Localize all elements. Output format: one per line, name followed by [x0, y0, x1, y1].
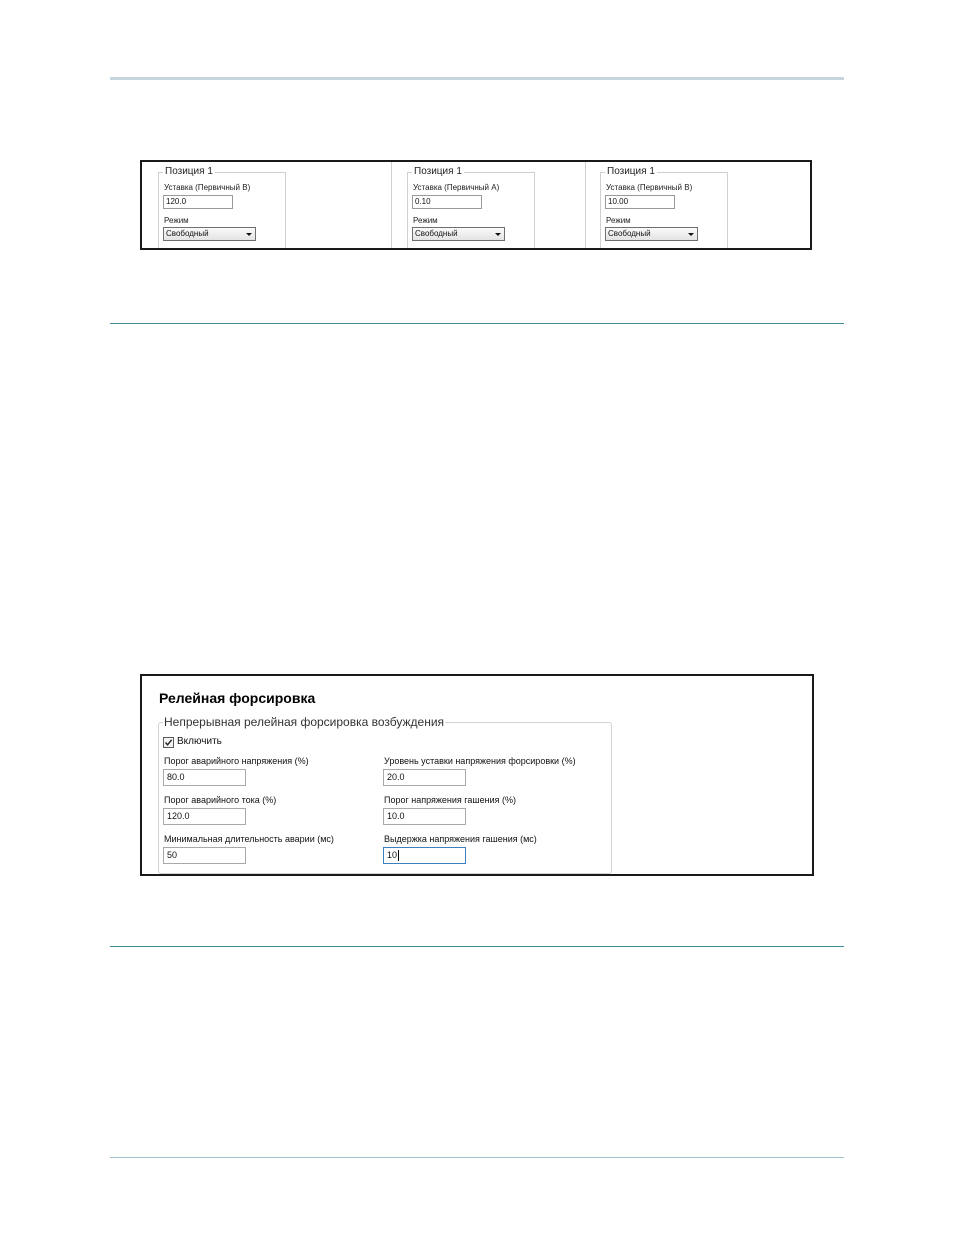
enable-label: Включить: [177, 736, 222, 747]
mode-label: Режим: [164, 216, 189, 225]
setpoint-label: Уставка (Первичный В): [606, 183, 693, 192]
boost-level-input[interactable]: 20.0: [383, 769, 466, 786]
suppression-voltage-label: Порог напряжения гашения (%): [384, 795, 516, 805]
mode-dropdown[interactable]: [605, 227, 698, 241]
setpoint-input[interactable]: 0.10: [412, 195, 482, 209]
footer-rule: [110, 1157, 844, 1158]
suppression-delay-value: 10: [387, 850, 398, 860]
min-duration-input[interactable]: 50: [163, 847, 246, 864]
min-duration-label: Минимальная длительность аварии (мс): [164, 834, 334, 844]
fault-current-label: Порог аварийного тока (%): [164, 795, 277, 805]
boost-level-label: Уровень уставки напряжения форсировки (%): [384, 756, 576, 766]
fault-voltage-label: Порог аварийного напряжения (%): [164, 756, 309, 766]
suppression-voltage-input[interactable]: 10.0: [383, 808, 466, 825]
continuous-boost-group: [158, 715, 612, 874]
setpoint-panels-figure: [140, 160, 812, 250]
relay-boost-title: Релейная форсировка: [159, 690, 316, 706]
mode-dropdown[interactable]: [412, 227, 505, 241]
position-group-title: Позиция 1: [607, 166, 655, 177]
chevron-down-icon: [495, 233, 501, 236]
mode-value: Свободный: [608, 229, 651, 238]
chevron-down-icon: [688, 233, 694, 236]
chevron-down-icon: [246, 233, 252, 236]
position-group: [600, 166, 728, 248]
setpoint-input[interactable]: 10.00: [605, 195, 675, 209]
setpoint-panel-current: [391, 162, 592, 248]
mode-label: Режим: [606, 216, 631, 225]
setpoint-panel-voltage: [142, 162, 392, 248]
fault-voltage-input[interactable]: 80.0: [163, 769, 246, 786]
suppression-delay-input[interactable]: [383, 847, 466, 864]
setpoint-panel-voltage-2: [585, 162, 811, 248]
setpoint-label: Уставка (Первичный А): [413, 183, 500, 192]
mode-value: Свободный: [166, 229, 209, 238]
position-group: [158, 166, 286, 248]
continuous-boost-group-title: Непрерывная релейная форсировка возбуждения: [164, 715, 445, 729]
mode-label: Режим: [413, 216, 438, 225]
position-group-title: Позиция 1: [414, 166, 462, 177]
section-divider: [110, 946, 844, 947]
text-caret: [398, 850, 399, 861]
relay-boost-figure: [140, 674, 814, 876]
section-divider: [110, 323, 844, 324]
fault-current-input[interactable]: 120.0: [163, 808, 246, 825]
checkmark-icon: [164, 738, 173, 747]
position-group: [407, 166, 535, 248]
position-group-title: Позиция 1: [165, 166, 213, 177]
suppression-delay-label: Выдержка напряжения гашения (мс): [384, 834, 537, 844]
setpoint-input[interactable]: 120.0: [163, 195, 233, 209]
mode-dropdown[interactable]: [163, 227, 256, 241]
enable-checkbox[interactable]: [163, 737, 174, 748]
header-rule: [110, 77, 844, 80]
mode-value: Свободный: [415, 229, 458, 238]
setpoint-label: Уставка (Первичный В): [164, 183, 251, 192]
